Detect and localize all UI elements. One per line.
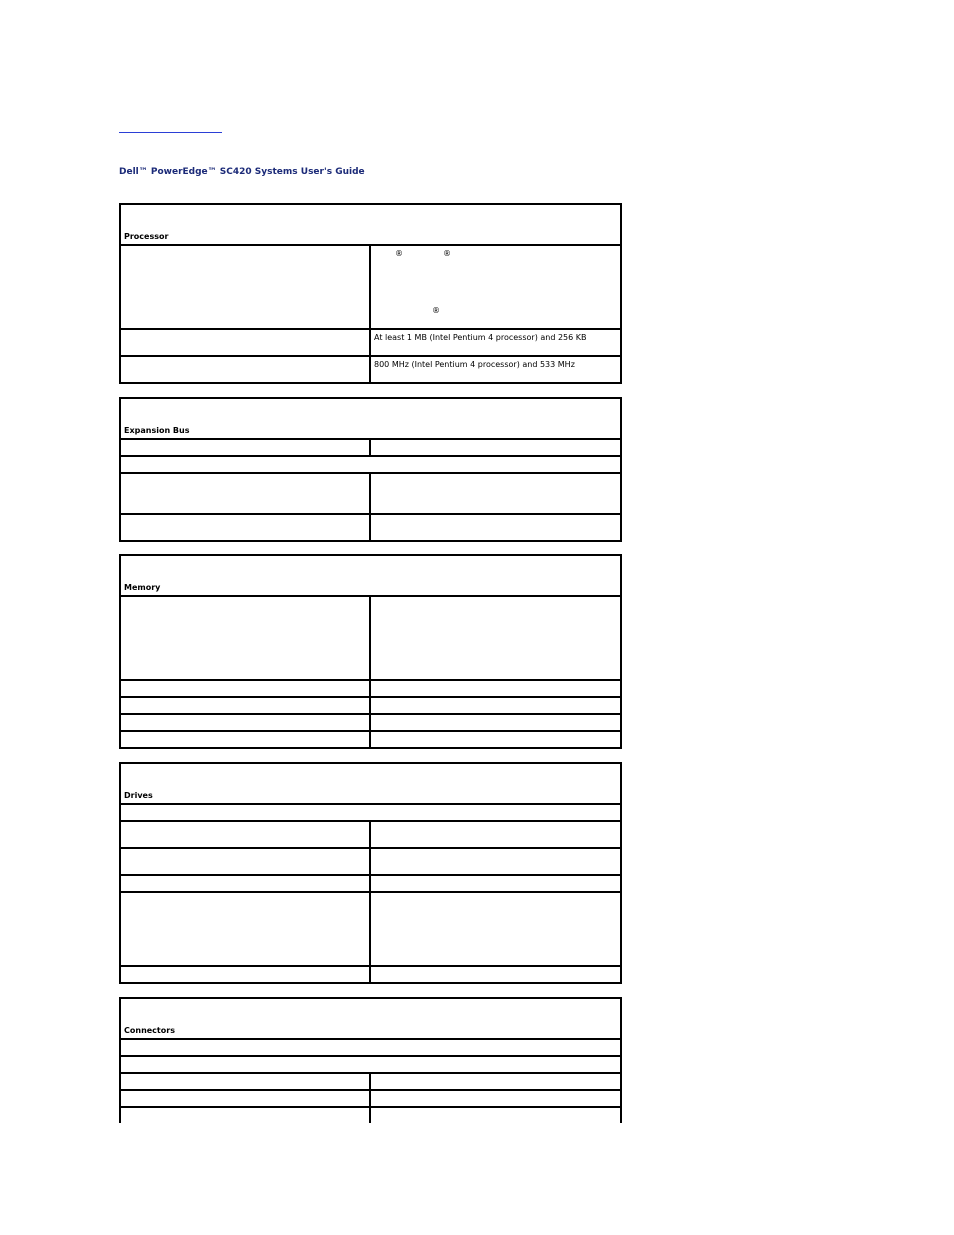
fsb-value: 800 MHz (Intel Pentium 4 processor) and 533 MHz <box>370 356 621 383</box>
registered-mark: ® <box>443 249 451 258</box>
table-cell <box>120 1090 370 1107</box>
registered-mark: ® <box>432 306 440 315</box>
memory-header: Memory <box>120 555 621 596</box>
expansion-bus-header: Expansion Bus <box>120 398 621 439</box>
connectors-table <box>119 997 622 1123</box>
table-cell <box>370 1090 621 1107</box>
drives-header: Drives <box>120 763 621 804</box>
table-cell <box>120 1056 621 1073</box>
table-cell <box>120 1107 370 1123</box>
doc-title: Dell™ PowerEdge™ SC420 Systems User's Guide <box>119 167 365 177</box>
cache-value: At least 1 MB (Intel Pentium 4 processor) and 256 KB <box>370 329 621 356</box>
connectors-header: Connectors <box>120 998 621 1039</box>
registered-mark: ® <box>395 249 403 258</box>
table-cell <box>120 1073 370 1090</box>
processor-header: Processor <box>120 204 621 245</box>
table-cell <box>370 1107 621 1123</box>
table-cell <box>120 1039 621 1056</box>
table-cell <box>370 1073 621 1090</box>
